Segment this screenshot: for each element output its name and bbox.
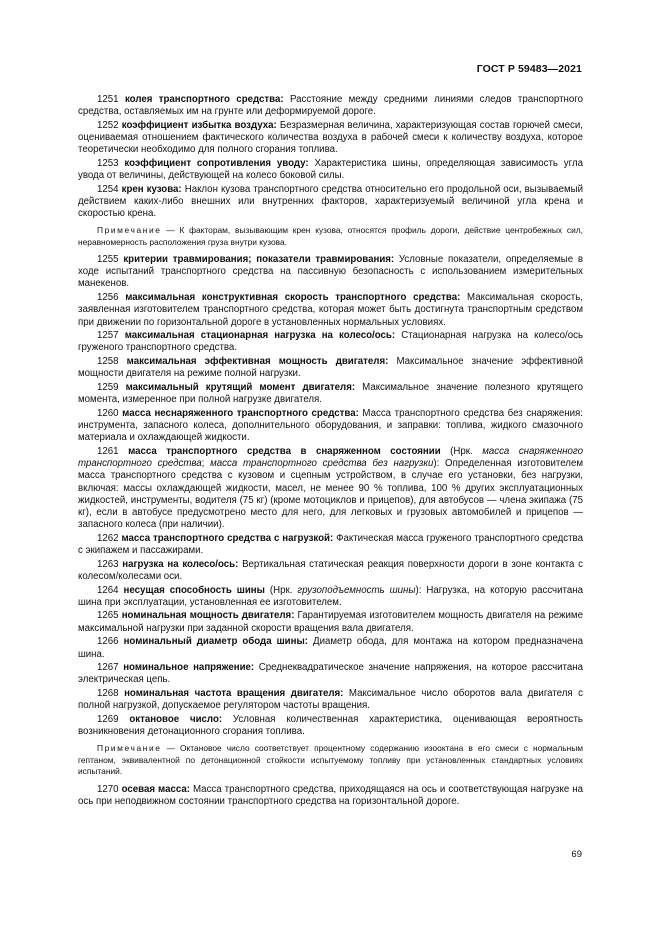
entry-definition: Максимальное значение эффективной мощности двигателя на режиме полной нагрузки. (78, 356, 583, 380)
entries-group-2 (78, 254, 583, 738)
document-body (78, 94, 583, 810)
entry-text-pre: (Нрк. (440, 446, 483, 458)
entry-definition: Стационарная нагрузка на колесо/ось груженого транспортного средства. (78, 330, 583, 354)
term-entry (78, 94, 583, 118)
note-text: — К факторам, вызывающим крен кузова, относятся профиль дороги, действие центробежных сил, неравномерность расположения груза внутри кузова. (78, 225, 583, 247)
entry-definition: Расстояние между средними линиями следов транспортного средства, оставляемых им на грунте или деформируемой дороге. (78, 94, 583, 118)
entry-term: коэффициент избытка воздуха: (121, 119, 277, 131)
entry-term: нагрузка на колесо/ось: (122, 558, 239, 570)
entry-number: 1256 (97, 292, 119, 304)
entry-number: 1270 (97, 783, 119, 795)
entry-number: 1266 (97, 636, 119, 648)
entry-definition: Безразмерная величина, характеризующая состав горючей смеси, оцениваемая отношением фактического количества воздуха в рабочей смеси к количеству воздуха, которое теоретически необходимо для полного сгорания топлива. (78, 119, 583, 156)
note-label: Примечание (97, 743, 162, 754)
term-entry (78, 688, 583, 712)
entry-number: 1263 (97, 558, 119, 570)
term-entry (78, 330, 583, 354)
entry-definition: ): Нагрузка, на которую рассчитана шина при эксплуатации, установленная ее изготовителем. (78, 584, 583, 608)
entry-number: 1258 (97, 356, 119, 368)
entry-term: номинальная частота вращения двигателя: (124, 688, 344, 700)
term-entry (78, 254, 583, 290)
entry-definition: Максимальное число оборотов вала двигателя с полной нагрузкой, допускаемое регулятором частоты вращения. (78, 688, 583, 712)
entry-definition: Среднеквадратическое значение напряжения, на которое рассчитана электрическая цепь. (78, 662, 583, 686)
entry-number: 1262 (97, 532, 119, 544)
entry-number: 1254 (97, 183, 119, 195)
entry-term: крен кузова: (121, 183, 182, 195)
entry-term: номинальное напряжение: (123, 662, 255, 674)
term-entry (78, 533, 583, 557)
entry-term: октановое число: (129, 714, 223, 726)
term-entry (78, 559, 583, 583)
entry-term: несущая способность шины (123, 584, 265, 596)
entries-group-3 (78, 784, 583, 808)
note-text: — Октановое число соответствует процентному содержанию изооктана в его смеси с нормальным гептаном, эквивалентной по детонационной стойкости испытуемому топливу при установленных стандартных условиях испытаний. (78, 743, 583, 777)
entry-number: 1251 (97, 94, 119, 105)
entry-definition: Масса транспортного средства, приходящаяся на ось и соответствующая нагрузке на ось при неподвижном состоянии транспортного средства на горизонтальной дороге. (78, 783, 583, 807)
term-entry (78, 184, 583, 220)
note-2 (78, 743, 583, 777)
entry-definition: Условные показатели, определяемые в ходе испытаний транспортного средства на пассивную безопасность с использованием измерительных манекенов. (78, 254, 583, 290)
entry-definition: Наклон кузова транспортного средства относительно его продольной оси, вызываемый действием каких-либо внешних или внутренних факторов, характеризуемый величиной угла крена и скоростью крена. (78, 183, 583, 220)
entry-definition: Характеристика шины, определяющая зависимость угла увода от величины, действующей на колесо боковой силы. (78, 157, 583, 182)
term-entry (78, 446, 583, 531)
entry-definition: ): Определенная изготовителем масса транспортного средства с кузовом и сцепным устройством, в случае его установки, без нагрузки, включая: массы охлаждающей жидкости, масел, не менее 90 % топлива, 100 % других эксплуатационных жидкостей, инструменты, водителя (75 кг) (кроме мотоциклов и прицепов), для автобусов — члена экипажа (75 кг), если в автобусе предусмотрено место для него, для легковых и грузовых автомобилей и прицепов — запасного колеса (при наличии). (78, 458, 583, 530)
entry-deprecated-term: грузоподъемность шины (297, 584, 416, 596)
entry-number: 1253 (97, 157, 119, 169)
term-entry (78, 292, 583, 328)
entry-deprecated-term: масса снаряженного транспортного средства (78, 446, 583, 470)
term-entry (78, 714, 583, 738)
entry-definition: Условная количественная характеристика, оценивающая вероятность возникновения детонационного сгорания топлива. (78, 714, 583, 738)
entry-term: осевая масса: (121, 783, 190, 795)
entry-term: максимальный крутящий момент двигателя: (125, 382, 356, 394)
term-entry (78, 120, 583, 156)
term-entry (78, 408, 583, 444)
term-entry (78, 356, 583, 380)
entry-number: 1260 (97, 408, 119, 419)
entry-number: 1261 (97, 446, 119, 458)
term-entry (78, 636, 583, 660)
note-1 (78, 225, 583, 248)
entry-term: масса транспортного средства в снаряженном состоянии (128, 446, 441, 458)
entry-deprecated-term: масса транспортного средства без нагрузки (210, 458, 434, 470)
entry-definition: Вертикальная статическая реакция поверхности дороги в зоне контакта с колесом/колесами оси. (78, 558, 583, 582)
entry-definition: Диаметр обода, для монтажа на котором предназначена шина. (78, 636, 583, 660)
entry-term: критерии травмирования; показатели травмирования: (123, 254, 395, 266)
entry-definition: Максимальная скорость, заявленная изготовителем транспортного средства, которая может быть достигнута транспортным средством при движении по горизонтальной дороге в установленных нормальных условиях. (78, 292, 583, 328)
entry-number: 1252 (97, 119, 119, 131)
entry-definition: Максимальное значение полезного крутящего момента, измеренное при полной нагрузке двигателя. (78, 382, 583, 406)
entry-text-pre: (Нрк. (264, 584, 298, 596)
entries-group-1 (78, 94, 583, 220)
entry-definition: Фактическая масса груженого транспортного средства с экипажем и пассажирами. (78, 532, 583, 556)
entry-number: 1268 (97, 688, 119, 700)
page-number: 69 (571, 849, 582, 860)
entry-number: 1265 (97, 610, 119, 622)
term-entry (78, 585, 583, 609)
entry-number: 1269 (97, 714, 119, 726)
note-label: Примечание (97, 225, 162, 236)
entry-term: максимальная конструктивная скорость транспортного средства: (125, 292, 461, 304)
entry-term: номинальная мощность двигателя: (121, 610, 295, 622)
term-entry (78, 382, 583, 406)
term-entry (78, 662, 583, 686)
term-entry (78, 610, 583, 634)
entry-number: 1264 (97, 584, 119, 596)
term-entry (78, 158, 583, 182)
entry-number: 1257 (97, 330, 119, 342)
entry-number: 1259 (97, 382, 119, 394)
term-entry (78, 784, 583, 808)
entry-term: коэффициент сопротивления уводу: (124, 157, 309, 169)
entry-definition: Масса транспортного средства без снаряжения: инструмента, запасного колеса, дополнительного оборудования, и заправки: топлива, жидкого смазочного материала и охлаждающей жидкости. (78, 408, 583, 444)
entry-term: масса транспортного средства с нагрузкой: (121, 532, 334, 544)
entry-number: 1255 (97, 254, 119, 266)
entry-definition: Гарантируемая изготовителем мощность двигателя на режиме максимальной нагрузки при заданной скорости вращения вала двигателя. (78, 610, 583, 634)
entry-text-mid: ; (201, 458, 211, 470)
entry-term: масса неснаряженного транспортного средства: (122, 408, 359, 419)
standard-header: ГОСТ Р 59483—2021 (476, 63, 582, 75)
entry-number: 1267 (97, 662, 119, 674)
entry-term: номинальный диаметр обода шины: (123, 636, 308, 648)
entry-term: колея транспортного средства: (124, 94, 284, 105)
entry-term: максимальная эффективная мощность двигателя: (126, 356, 389, 368)
entry-term: максимальная стационарная нагрузка на колесо/ось: (124, 330, 396, 342)
